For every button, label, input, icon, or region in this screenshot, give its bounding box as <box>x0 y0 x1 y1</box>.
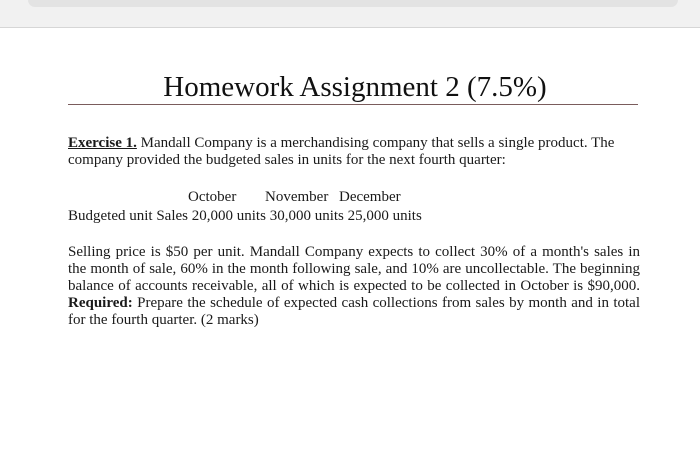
month-header-december: December <box>339 189 401 205</box>
exercise-paragraph <box>68 135 640 169</box>
month-header-october: October <box>188 189 237 205</box>
required-label: Required: <box>68 295 133 311</box>
exercise-label: Exercise 1. <box>68 135 137 151</box>
budgeted-sales-row <box>68 208 422 225</box>
viewer-top-bar <box>0 0 700 28</box>
viewer-top-pill <box>28 0 678 7</box>
title-underline <box>68 104 638 105</box>
month-header-november: November <box>265 189 329 205</box>
row-label: Budgeted unit Sales <box>68 208 188 224</box>
page-title: Homework Assignment 2 (7.5%) <box>163 71 547 103</box>
value-october: 20,000 units <box>191 208 266 224</box>
details-paragraph <box>68 244 640 329</box>
details-text: Selling price is $50 per unit. Mandall Company expects to collect 30% of a month's sales in the month of sale, 60% in the month following sale, and 10% are uncollectable. The beginning balance of accounts receivable, all of which is expected to be collected in October is $90,000. <box>68 244 640 294</box>
required-text: Prepare the schedule of expected cash collections from sales by month and in total for the fourth quarter. (2 marks) <box>68 295 641 328</box>
exercise-intro: Mandall Company is a merchandising company that sells a single product. The company provided the budgeted sales in units for the next fourth quarter: <box>68 135 615 168</box>
value-december: 25,000 units <box>347 208 422 224</box>
value-november: 30,000 units <box>269 208 344 224</box>
